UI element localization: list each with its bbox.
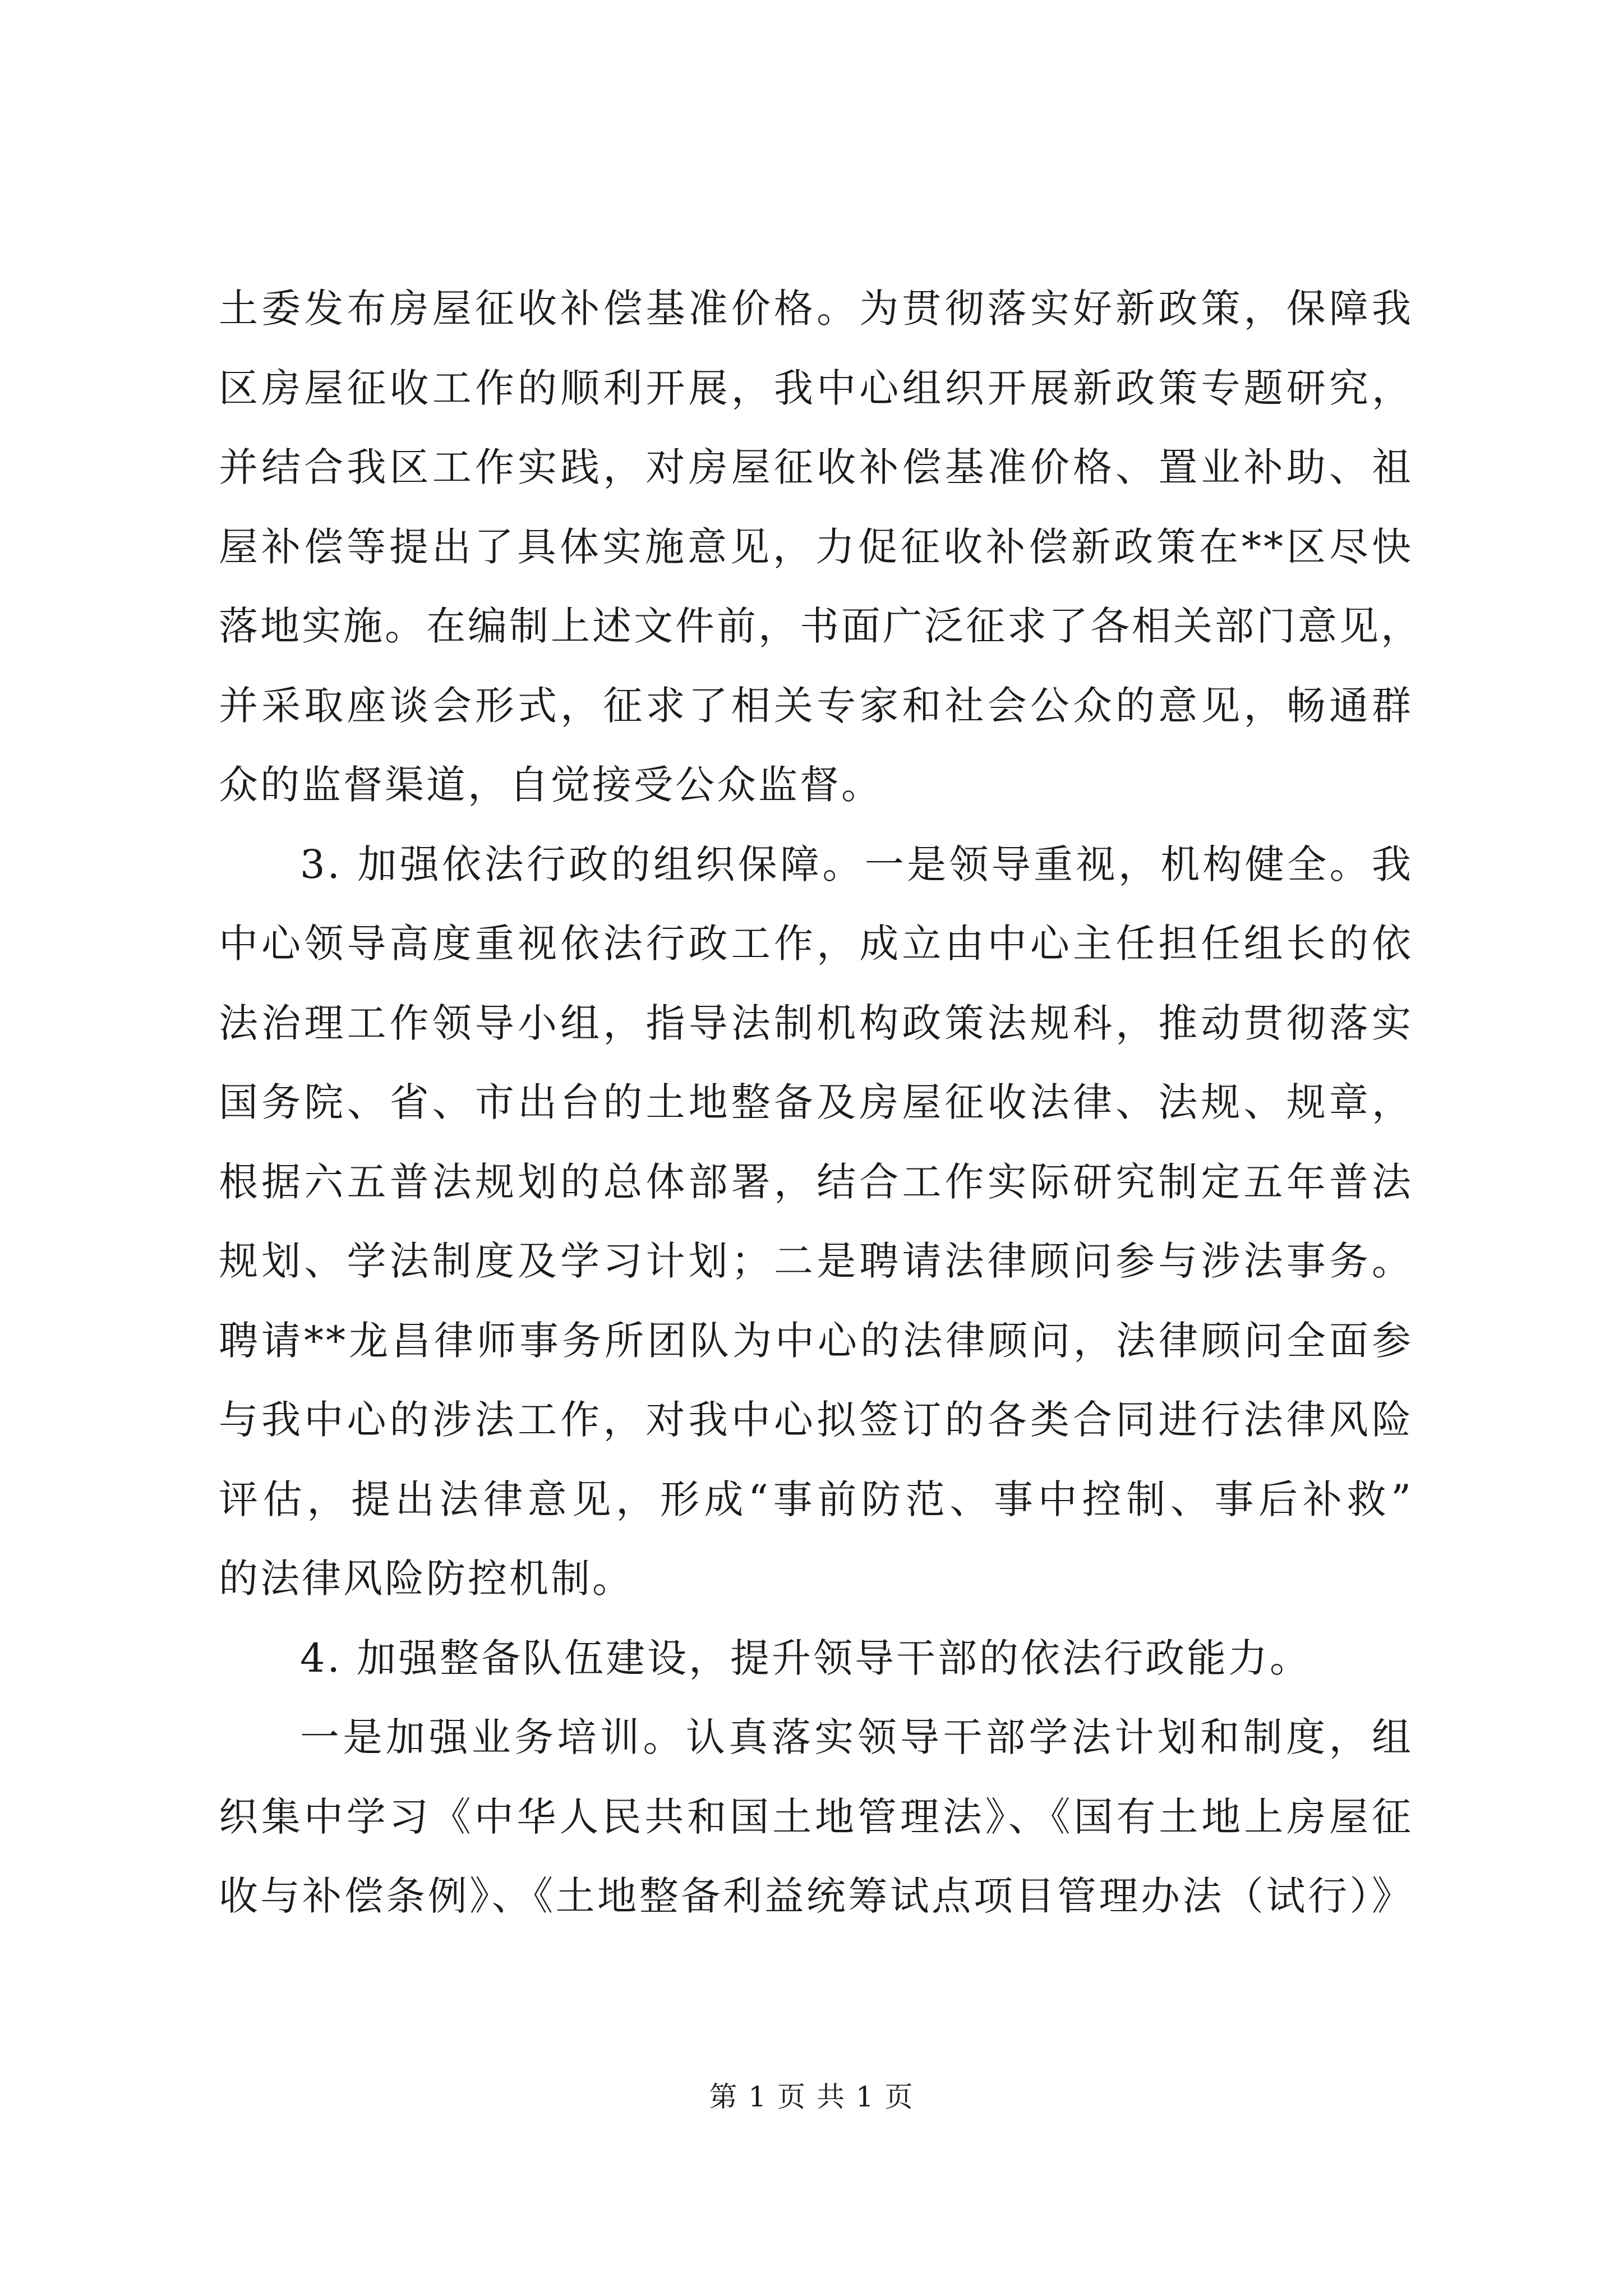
text-line: 并采取座谈会形式，征求了相关专家和社会公众的意见，畅通群: [219, 682, 1413, 729]
text-line: 落地实施。在编制上述文件前，书面广泛征求了各相关部门意见，: [219, 603, 1422, 649]
text-line: 收与补偿条例》、《土地整备利益统筹试点项目管理办法（试行）》: [219, 1873, 1413, 1919]
text-line: 4. 加强整备队伍建设，提升领导干部的依法行政能力。: [300, 1635, 1312, 1681]
text-line: 规划、学法制度及学习计划；二是聘请法律顾问参与涉法事务。: [219, 1238, 1413, 1284]
text-line: 并结合我区工作实践，对房屋征收补偿基准价格、置业补助、祖: [219, 444, 1413, 490]
text-line: 的法律风险防控机制。: [219, 1556, 634, 1602]
page-footer: 第 1 页 共 1 页: [709, 2081, 914, 2113]
text-line: 一是加强业务培训。认真落实领导干部学法计划和制度，组: [300, 1714, 1413, 1760]
document-body: [219, 269, 1422, 1936]
text-line: 众的监督渠道，自觉接受公众监督。: [219, 762, 883, 808]
text-line: 聘请**龙昌律师事务所团队为中心的法律顾问，法律顾问全面参: [219, 1317, 1413, 1364]
text-line: 织集中学习《中华人民共和国土地管理法》、《国有土地上房屋征: [219, 1793, 1413, 1840]
text-line: 屋补偿等提出了具体实施意见，力促征收补偿新政策在**区尽快: [219, 523, 1413, 570]
text-line: 3. 加强依法行政的组织保障。一是领导重视，机构健全。我: [300, 841, 1413, 887]
text-line: 与我中心的涉法工作，对我中心拟签订的各类合同进行法律风险: [219, 1397, 1413, 1443]
text-line: 国务院、省、市出台的土地整备及房屋征收法律、法规、规章，: [219, 1079, 1413, 1125]
text-line: 土委发布房屋征收补偿基准价格。为贯彻落实好新政策，保障我: [219, 286, 1413, 332]
text-line: 区房屋征收工作的顺利开展，我中心组织开展新政策专题研究，: [219, 365, 1413, 411]
text-line: 评估，提出法律意见，形成“事前防范、事中控制、事后补救”: [219, 1476, 1413, 1522]
text-line: 中心领导高度重视依法行政工作，成立由中心主任担任组长的依: [219, 921, 1413, 967]
text-line: 根据六五普法规划的总体部署，结合工作实际研究制定五年普法: [219, 1158, 1413, 1205]
text-line: 法治理工作领导小组，指导法制机构政策法规科，推动贯彻落实: [219, 1000, 1413, 1046]
